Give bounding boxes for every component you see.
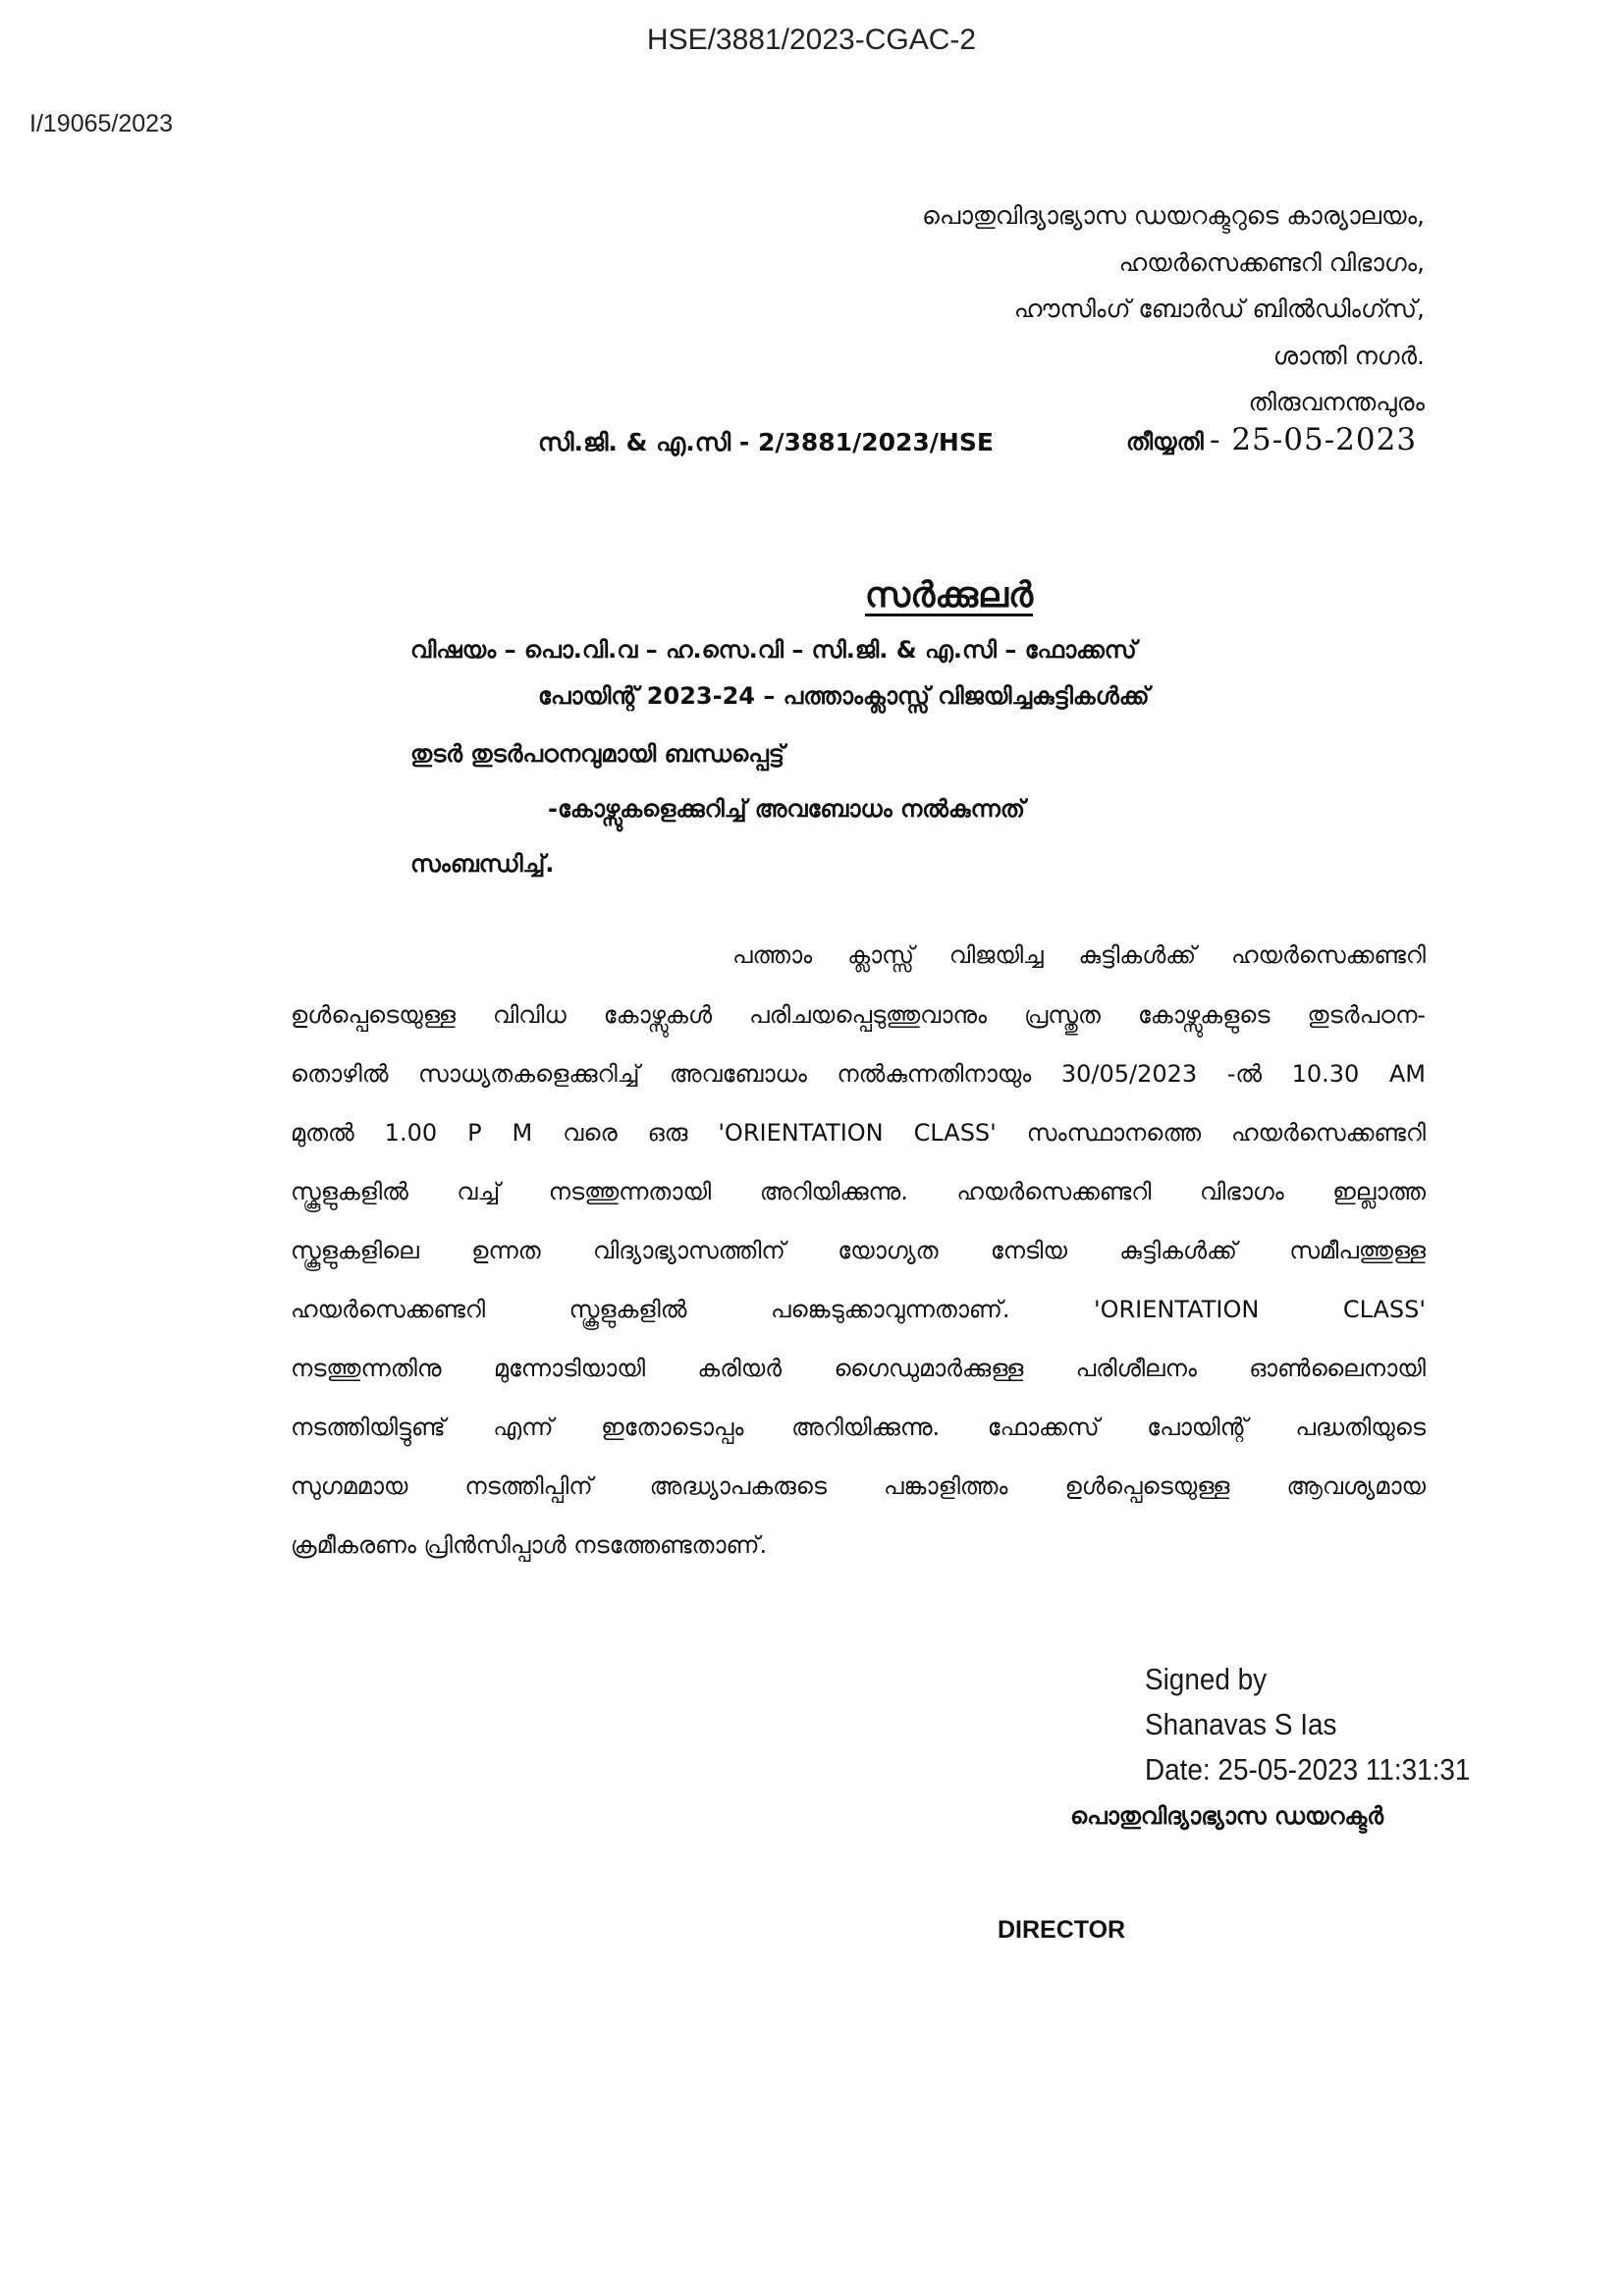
body-line: ഉൾപ്പെടെയുള്ള വിവിധ കോഴ്സുകൾ പരിചയപ്പെടുത്തുവാനും പ്രസ്തുത കോഴ്സുകളുടെ തുടർപഠന- bbox=[291, 1001, 1426, 1029]
subject-line: -കോഴ്സുകളെക്കുറിച്ച് അവബോധം നൽകുന്നത് bbox=[548, 795, 1025, 823]
signer-name: Shanavas S Ias bbox=[1145, 1707, 1337, 1741]
office-address bbox=[541, 192, 1425, 426]
body-line: നടത്തുന്നതിനു മുന്നോടിയായി കരിയർ ഗൈഡുമാർക്കുള്ള പരിശീലനം ഓൺലൈനായി bbox=[291, 1355, 1426, 1382]
signature-date: Date: 25-05-2023 11:31:31 bbox=[1145, 1752, 1471, 1787]
body-line: ഹയർസെക്കണ്ടറി സ്കൂളുകളിൽ പങ്കെടുക്കാവുന്നതാണ്. 'ORIENTATION CLASS' bbox=[291, 1296, 1426, 1323]
body-line: സ്കൂളുകളിലെ ഉന്നത വിദ്യാഭ്യാസത്തിന് യോഗ്യത നേടിയ കുട്ടികൾക്ക് സമീപത്തുള്ള bbox=[291, 1237, 1426, 1264]
body-line: നടത്തിയിട്ടുണ്ട് എന്ന് ഇതോടൊപ്പം അറിയിക്കുന്നു. ഫോക്കസ് പോയിന്റ് പദ്ധതിയുടെ bbox=[291, 1414, 1426, 1441]
body-line: തൊഴിൽ സാധ്യതകളെക്കുറിച്ച് അവബോധം നൽകുന്നതിനായും 30/05/2023 -ൽ 10.30 AM bbox=[291, 1060, 1426, 1088]
signer-designation-english: DIRECTOR bbox=[998, 1916, 1126, 1944]
address-line: പൊതുവിദ്യാഭ്യാസ ഡയറക്ടറുടെ കാര്യാലയം, bbox=[922, 201, 1425, 230]
body-line: മുതൽ 1.00 P M വരെ ഒരു 'ORIENTATION CLASS' സംസ്ഥാനത്തെ ഹയർസെക്കണ്ടറി bbox=[291, 1119, 1426, 1147]
inward-number: I/19065/2023 bbox=[29, 110, 173, 137]
address-line: ഹയർസെക്കണ്ടറി വിഭാഗം, bbox=[1118, 247, 1425, 277]
address-line: തിരുവനന്തപുരം bbox=[1248, 388, 1425, 416]
digital-signature bbox=[1145, 1657, 1470, 1792]
body-line: ക്രമീകരണം പ്രിൻസിപ്പാൾ നടത്തേണ്ടതാണ്. bbox=[291, 1531, 768, 1559]
signed-by-label: Signed by bbox=[1145, 1662, 1268, 1696]
subject-line: സംബന്ധിച്ച്. bbox=[410, 850, 555, 878]
date-value: - 25-05-2023 bbox=[1210, 422, 1418, 457]
address-line: ശാന്തി നഗർ. bbox=[1272, 341, 1425, 370]
subject-line: പോയിന്റ് 2023-24 – പത്താംക്ലാസ്സ് വിജയിച്ചകുട്ടികൾക്ക് bbox=[538, 682, 1150, 710]
signer-designation-malayalam: പൊതുവിദ്യാഭ്യാസ ഡയറക്ടർ bbox=[1070, 1802, 1384, 1830]
body-line: പത്താം ക്ലാസ്സ് വിജയിച്ച കുട്ടികൾക്ക് ഹയർസെക്കണ്ടറി bbox=[732, 941, 1426, 969]
address-line: ഹൗസിംഗ് ബോർഡ് ബിൽഡിംഗ്സ്, bbox=[1013, 294, 1425, 323]
body-line: സ്കൂളുകളിൽ വച്ച് നടത്തുന്നതായി അറിയിക്കുന്നു. ഹയർസെക്കണ്ടറി വിഭാഗം ഇല്ലാത്ത bbox=[291, 1178, 1426, 1205]
subject-line: വിഷയം – പൊ.വി.വ – ഹ.സെ.വി – സി.ജി. & എ.സി – ഫോക്കസ് bbox=[410, 636, 1137, 664]
subject-line: തുടർ തുടർപഠനവുമായി ബന്ധപ്പെട്ട് bbox=[410, 740, 784, 768]
circular-reference-number: സി.ജി. & എ.സി - 2/3881/2023/HSE bbox=[538, 428, 994, 456]
body-line: സുഗമമായ നടത്തിപ്പിന് അദ്ധ്യാപകരുടെ പങ്കാളിത്തം ഉൾപ്പെടെയുള്ള ആവശ്യമായ bbox=[291, 1472, 1426, 1500]
date-label: തീയ്യതി bbox=[1126, 428, 1204, 455]
circular-title: സർക്കുലർ bbox=[864, 575, 1034, 615]
file-reference-number: HSE/3881/2023-CGAC-2 bbox=[646, 24, 977, 56]
